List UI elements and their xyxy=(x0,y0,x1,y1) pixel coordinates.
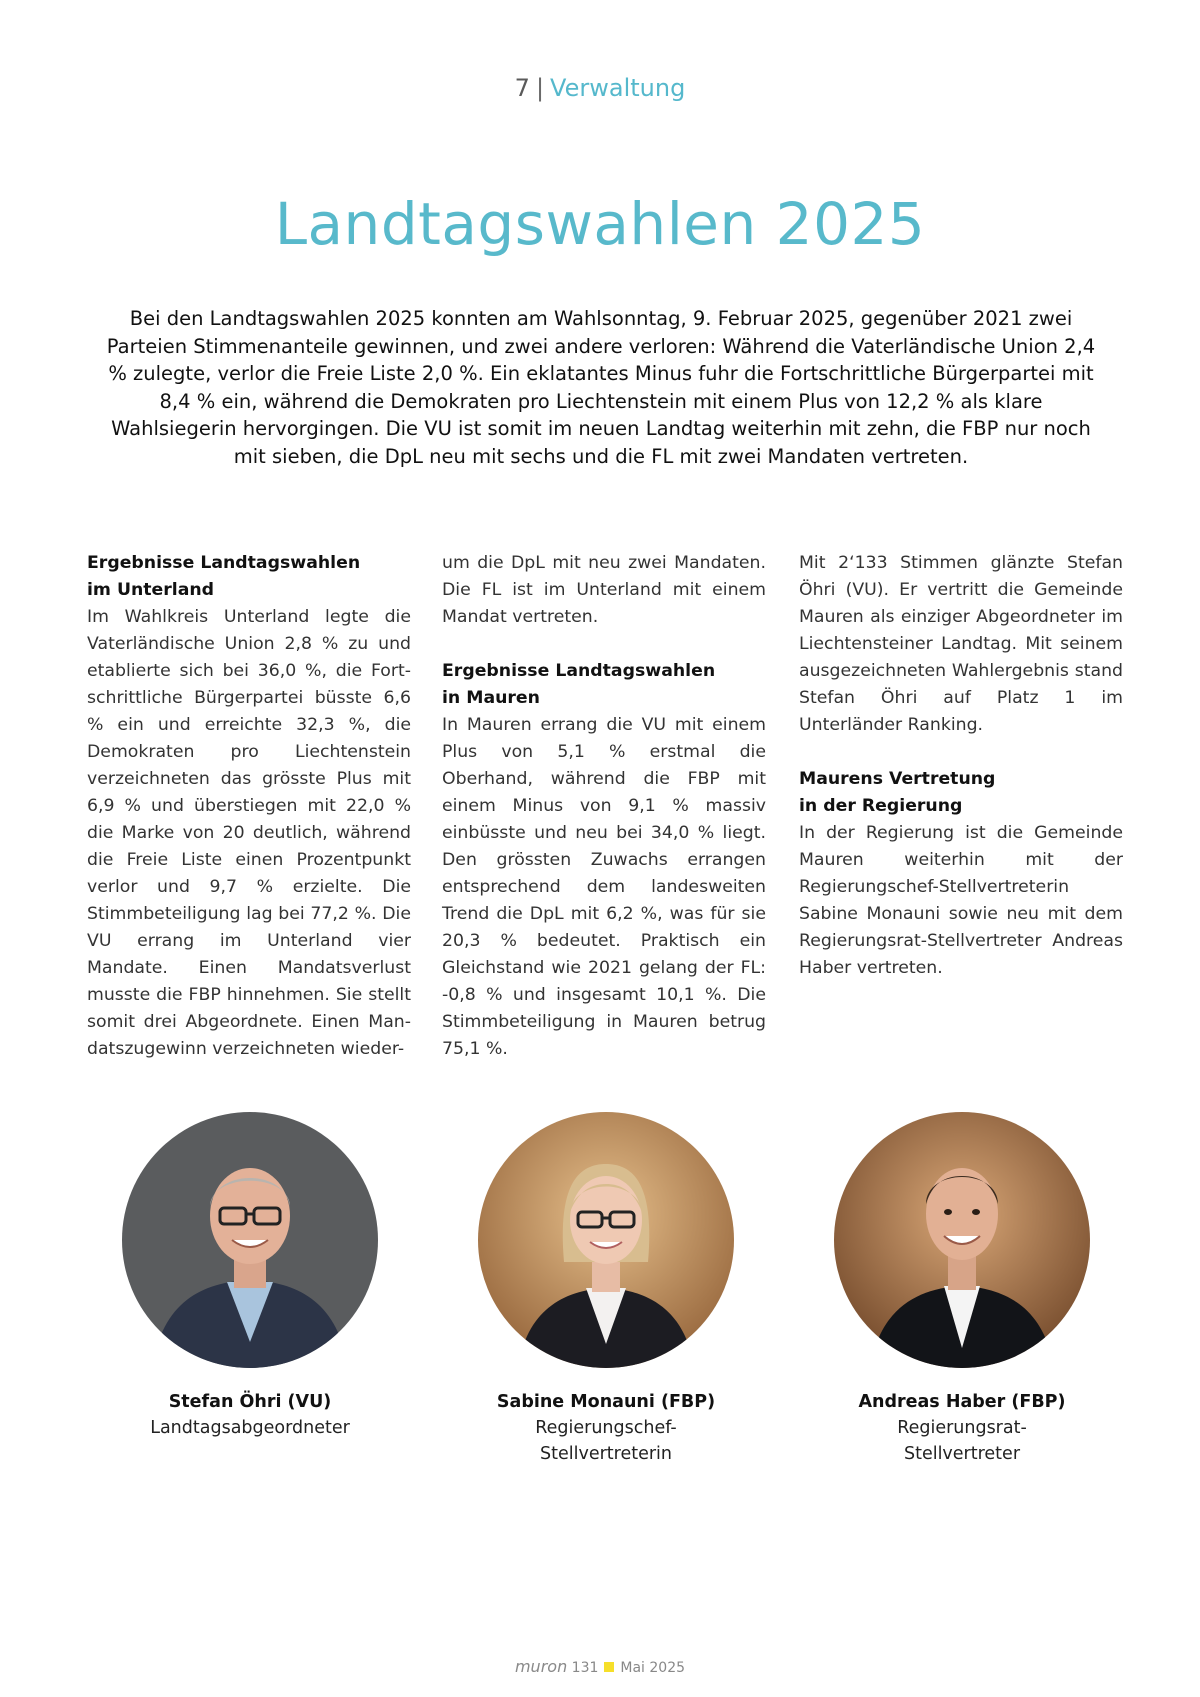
heading-regierung xyxy=(799,766,1123,820)
article-column-1 xyxy=(87,550,411,1063)
article-column-3 xyxy=(799,550,1123,982)
caption-stefan-oehri xyxy=(100,1389,400,1441)
issue-number: 131 xyxy=(571,1660,599,1676)
section-name: Verwaltung xyxy=(550,74,686,102)
heading-unterland xyxy=(87,550,411,604)
person-name: Sabine Monauni (FBP) xyxy=(496,1392,716,1412)
unterland-text-part2: um die DpL mit neu zwei Mandaten. Die FL ist im Unterland mit einem Mandat vertreten. xyxy=(442,553,766,627)
page-footer xyxy=(0,1657,1200,1676)
heading-mauren xyxy=(442,658,766,712)
heading-unterland-line2: im Unterland xyxy=(87,580,215,600)
page-header xyxy=(0,74,1200,102)
issue-date: Mai 2025 xyxy=(620,1660,686,1676)
mauren-text: In Mauren errang die VU mit einem Plus von 5,1 % erstmal die Oberhand, während die FBP mit einem Minus von 9,1 % massiv einbüsste und neu bei 34,0 % liegt. Den grössten Zuwachs errangen entsprechend dem landesweiten Trend die DpL mit 6,2 %, was für sie 20,3 % bedeutet. Praktisch ein Gleichstand wie 2021 gelang der FL: -0,8 % und insgesamt 10,1 %. Die Stimmbeteiligung in Mauren betrug 75,1 %. xyxy=(442,715,766,1059)
footer-square-icon xyxy=(604,1662,614,1672)
magazine-brand: muron xyxy=(514,1657,568,1676)
page-number: 7 xyxy=(514,74,530,102)
person-role-line2: Stellvertreterin xyxy=(540,1444,672,1464)
heading-mauren-line2: in Mauren xyxy=(442,688,540,708)
heading-regierung-line2: in der Regierung xyxy=(799,796,963,816)
oehri-text: Mit 2‘133 Stimmen glänzte Stefan Öhri (VU). Er vertritt die Gemeinde Mauren als einziger Abgeordneter im Liechtensteiner Landtag. Mit seinem ausgezeichneten Wahlergebnis stand Stefan Öhri auf Platz 1 im Unterländer Ranking. xyxy=(799,553,1123,735)
header-separator: | xyxy=(535,74,545,102)
caption-andreas-haber xyxy=(812,1389,1112,1467)
unterland-text-part1: Im Wahlkreis Unterland legte die Vaterländische Union 2,8 % zu und etablierte sich bei 36,0 %, die Fortschrittliche Bürgerpartei büsste 6,6 % ein und erreichte 32,3 %, die Demokraten pro Liechtenstein verzeichneten das grösste Plus mit 6,9 % und überstiegen mit 22,0 % die Marke von 20 deutlich, während die Freie Liste einen Prozentpunkt verlor und 9,7 % erzielte. Die Stimmbeteiligung lag bei 77,2 %. Die VU errang im Unterland vier Mandate. Einen Mandatsverlust musste die FBP hinnehmen. Sie stellt somit drei Abgeordnete. Einen Mandatszugewinn verzeichneten wieder- xyxy=(87,607,411,1059)
heading-unterland-line1: Ergebnisse Landtagswahlen xyxy=(87,553,361,573)
person-role: Landtagsabgeordneter xyxy=(150,1418,350,1438)
intro-paragraph: Bei den Landtagswahlen 2025 konnten am Wahlsonntag, 9. Februar 2025, gegenüber 2021 zwei Parteien Stimmenanteile gewinnen, und zwei andere verloren: Während die Vaterländische Union 2,4 % zulegte, verlor die Freie Liste 2,0 %. Ein eklatantes Minus fuhr die Fortschrittliche Bürgerpartei mit 8,4 % ein, während die Demokraten pro Liechtenstein mit einem Plus von 12,2 % als klare Wahlsiegerin hervorgingen. Die VU ist somit im neuen Landtag weiterhin mit zehn, die FBP nur noch mit sieben, die DpL neu mit sechs und die FL mit zwei Mandaten vertreten. xyxy=(106,307,1096,468)
person-role-line2: Stellvertreter xyxy=(903,1444,1021,1464)
person-name: Andreas Haber (FBP) xyxy=(858,1392,1066,1412)
caption-sabine-monauni xyxy=(456,1389,756,1467)
person-role-line1: Regierungsrat- xyxy=(897,1418,1027,1438)
person-role-line1: Regierungschef- xyxy=(535,1418,677,1438)
heading-regierung-line1: Maurens Vertretung xyxy=(799,769,996,789)
person-name: Stefan Öhri (VU) xyxy=(168,1392,332,1412)
portrait-andreas-haber xyxy=(834,1112,1090,1368)
page-title: Landtagswahlen 2025 xyxy=(274,190,926,258)
article-column-2 xyxy=(442,550,766,1063)
portrait-stefan-oehri xyxy=(122,1112,378,1368)
heading-mauren-line1: Ergebnisse Landtagswahlen xyxy=(442,661,716,681)
regierung-text: In der Regierung ist die Gemeinde Mauren weiterhin mit der Regierungschef-Stellvertreterin Sabine Monauni sowie neu mit dem Regierungsrat-Stellvertreter Andreas Haber vertreten. xyxy=(799,823,1123,978)
portrait-sabine-monauni xyxy=(478,1112,734,1368)
